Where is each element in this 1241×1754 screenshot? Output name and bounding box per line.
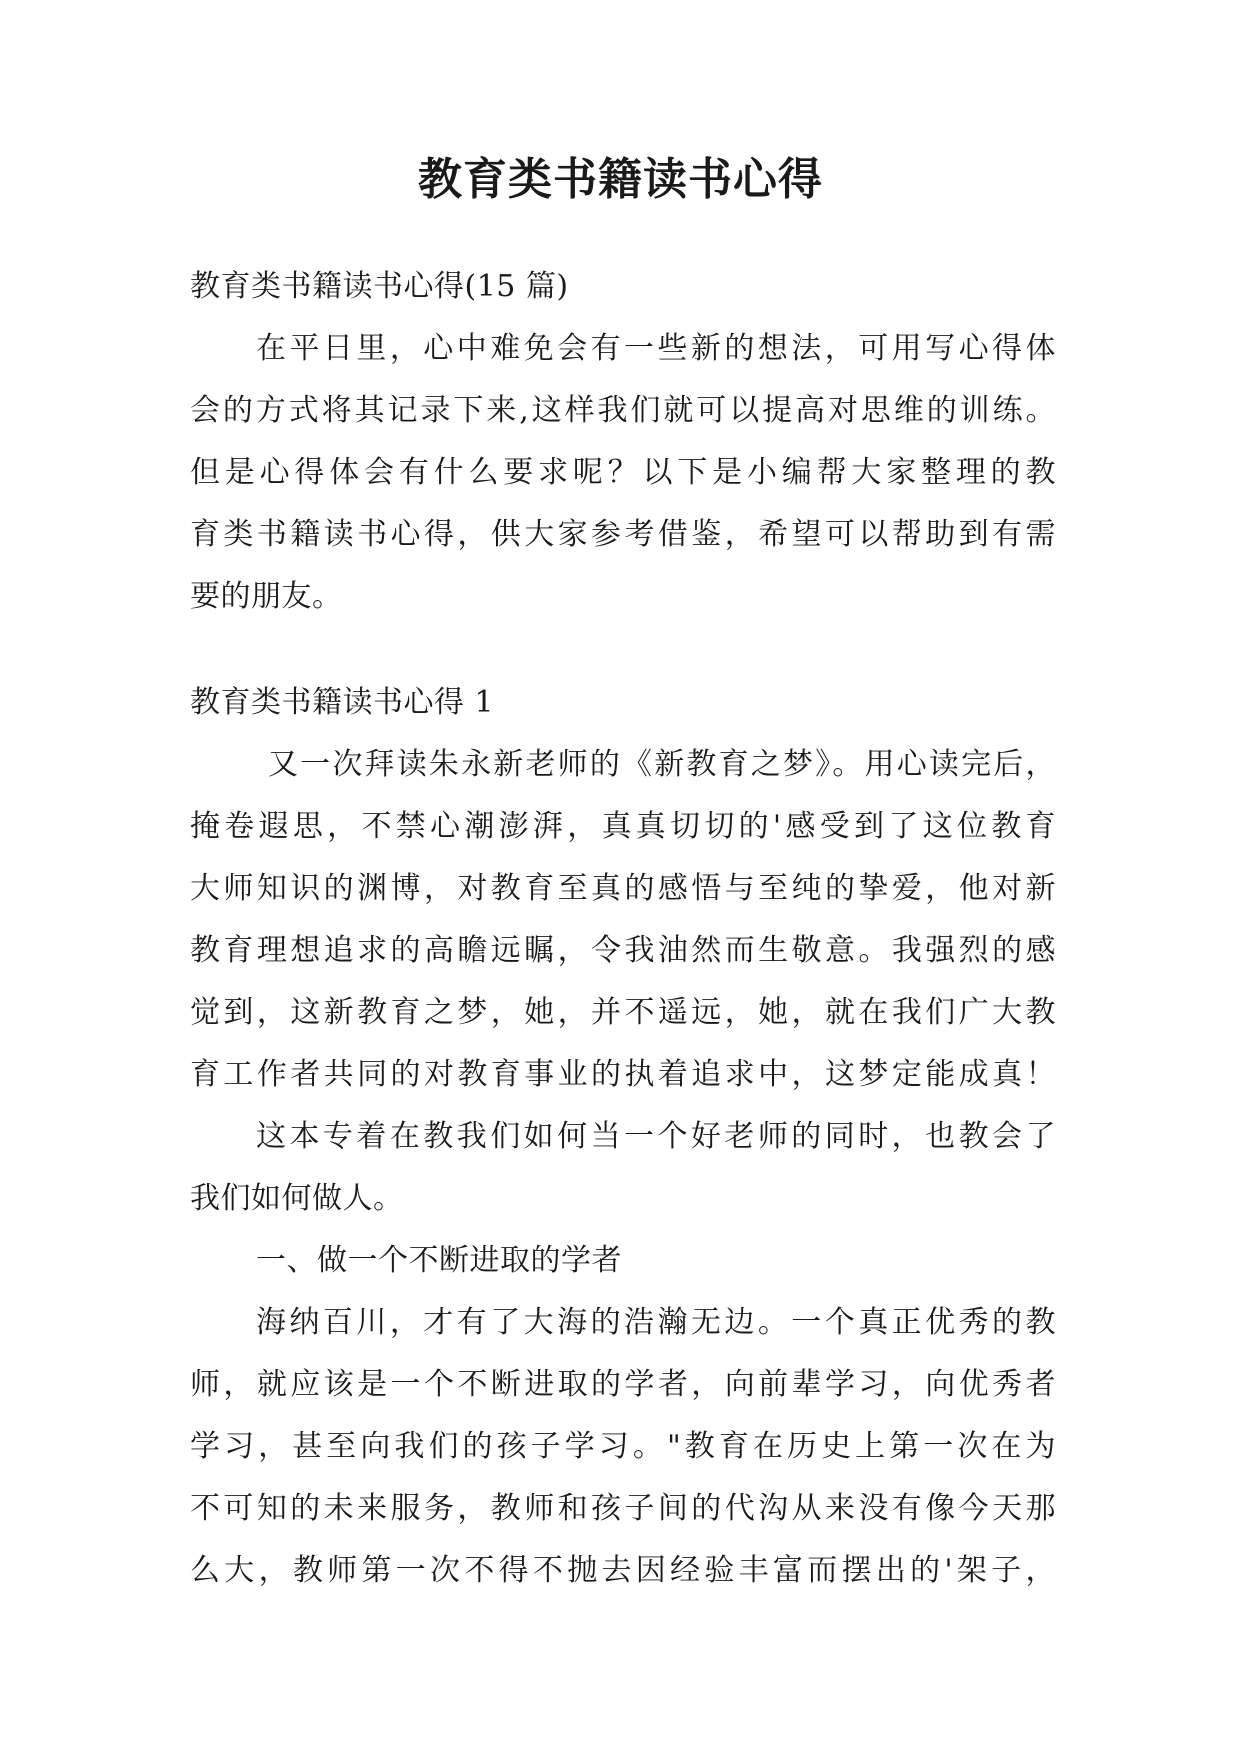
paragraph-line: 育类书籍读书心得，供大家参考借鉴，希望可以帮助到有需 [190, 517, 1056, 552]
paragraph-line: 掩卷遐思，不禁心潮澎湃，真真切切的'感受到了这位教育 [190, 809, 1056, 844]
section-spacer [190, 628, 1056, 672]
paragraph-2 [190, 1106, 1056, 1230]
document-subtitle: 教育类书籍读书心得(15 篇) [190, 269, 569, 304]
paragraph-line: 大师知识的渊博，对教育至真的感悟与至纯的挚爱，他对新 [190, 871, 1056, 906]
paragraph-1 [190, 734, 1056, 1106]
paragraph-line: 这本专着在教我们如何当一个好老师的同时，也教会了 [256, 1119, 1056, 1154]
paragraph-line: 又一次拜读朱永新老师的《新教育之梦》。用心读完后， [268, 747, 1056, 782]
paragraph-line: 海纳百川，才有了大海的浩瀚无边。一个真正优秀的教 [256, 1305, 1056, 1340]
paragraph-3 [190, 1230, 1056, 1292]
paragraph-line: 么大，教师第一次不得不抛去因经验丰富而摆出的'架子， [190, 1553, 1056, 1588]
paragraph-line: 要的朋友。 [190, 579, 343, 614]
paragraph-line: 教育理想追求的高瞻远瞩，令我油然而生敬意。我强烈的感 [190, 933, 1056, 968]
paragraph-line: 我们如何做人。 [190, 1181, 404, 1216]
paragraph-line: 师，就应该是一个不断进取的学者，向前辈学习，向优秀者 [190, 1367, 1056, 1402]
paragraph-line: 在平日里，心中难免会有一些新的想法，可用写心得体 [256, 331, 1056, 366]
paragraph-line: 育工作者共同的对教育事业的执着追求中，这梦定能成真！ [190, 1057, 1056, 1092]
paragraph-line: 觉到，这新教育之梦，她，并不遥远，她，就在我们广大教 [190, 995, 1056, 1030]
paragraph-line: 不可知的未来服务，教师和孩子间的代沟从来没有像今天那 [190, 1491, 1056, 1526]
document-body [190, 256, 1056, 1602]
paragraph-4 [190, 1292, 1056, 1602]
document-title: 教育类书籍读书心得 [418, 154, 823, 205]
paragraph-line: 一、做一个不断进取的学者 [256, 1243, 622, 1278]
paragraph-line: 但是心得体会有什么要求呢？以下是小编帮大家整理的教 [190, 455, 1056, 490]
paragraph-line: 学习，甚至向我们的孩子学习。"教育在历史上第一次在为 [190, 1429, 1056, 1464]
intro-paragraph [190, 318, 1056, 628]
paragraph-line: 会的方式将其记录下来,这样我们就可以提高对思维的训练。 [190, 393, 1056, 428]
section-heading: 教育类书籍读书心得 1 [190, 685, 495, 720]
